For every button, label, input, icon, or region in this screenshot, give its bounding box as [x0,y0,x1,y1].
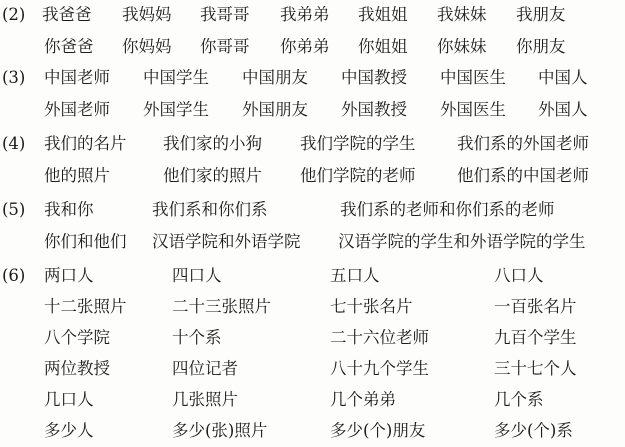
phrase: 十个系 [172,328,222,347]
phrase: 你们和他们 [44,232,127,251]
section-number: (4) [2,134,26,153]
phrase: 我和你 [44,200,94,219]
phrase: 你姐姐 [358,37,408,56]
phrase: 我们学院的学生 [300,134,416,153]
section-number: (3) [2,68,26,87]
phrase: 我们系的老师和你们系的老师 [340,200,555,219]
phrase: 外国学生 [143,100,209,119]
phrase: 我们系的外国老师 [457,134,589,153]
section-number: (2) [2,5,26,24]
phrase: 两口人 [44,266,94,285]
phrase: 他们学院的老师 [300,166,416,185]
section-number: (6) [2,266,26,285]
phrase: 多少(个)朋友 [330,421,426,440]
phrase: 四位记者 [172,359,238,378]
phrase: 我妈妈 [122,5,172,24]
phrase: 中国学生 [143,68,209,87]
phrase: 中国朋友 [242,68,308,87]
phrase: 中国医生 [440,68,506,87]
phrase: 八个学院 [44,328,110,347]
phrase: 我们的名片 [44,134,127,153]
phrase: 你爸爸 [44,37,94,56]
phrase: 两位教授 [44,359,110,378]
phrase: 我弟弟 [280,5,330,24]
phrase: 外国医生 [440,100,506,119]
phrase: 几口人 [44,390,94,409]
phrase: 汉语学院和外语学院 [152,232,301,251]
phrase: 你哥哥 [200,37,250,56]
phrase: 外国朋友 [242,100,308,119]
phrase: 八口人 [494,266,544,285]
phrase: 几个弟弟 [330,390,396,409]
phrase: 他们系的中国老师 [457,166,589,185]
phrase: 七十张名片 [330,297,413,316]
phrase: 外国教授 [341,100,407,119]
phrase: 我们系和你们系 [152,200,268,219]
phrase: 多少(个)系 [494,421,573,440]
phrase: 我们家的小狗 [163,134,262,153]
phrase: 三十七个人 [494,359,577,378]
phrase: 中国人 [538,68,588,87]
phrase: 四口人 [172,266,222,285]
phrase: 二十三张照片 [172,297,271,316]
phrase: 多少(张)照片 [172,421,268,440]
phrase: 几张照片 [172,390,238,409]
phrase: 你妈妈 [122,37,172,56]
section-number: (5) [2,200,26,219]
phrase: 八十九个学生 [330,359,429,378]
phrase: 你妹妹 [437,37,487,56]
phrase: 我爸爸 [42,5,92,24]
phrase: 一百张名片 [494,297,577,316]
phrase: 他们家的照片 [163,166,262,185]
phrase: 他的照片 [44,166,110,185]
phrase: 外国老师 [44,100,110,119]
phrase: 二十六位老师 [330,328,429,347]
phrase: 几个系 [494,390,544,409]
phrase: 汉语学院的学生和外语学院的学生 [338,232,586,251]
phrase: 十二张照片 [44,297,127,316]
phrase: 九百个学生 [494,328,577,347]
phrase: 外国人 [538,100,588,119]
phrase: 多少人 [44,421,94,440]
phrase: 中国教授 [341,68,407,87]
phrase: 我哥哥 [200,5,250,24]
phrase: 我姐姐 [358,5,408,24]
phrase: 你弟弟 [280,37,330,56]
phrase: 我妹妹 [437,5,487,24]
phrase: 五口人 [330,266,380,285]
phrase: 你朋友 [516,37,566,56]
phrase: 中国老师 [44,68,110,87]
phrase: 我朋友 [516,5,566,24]
